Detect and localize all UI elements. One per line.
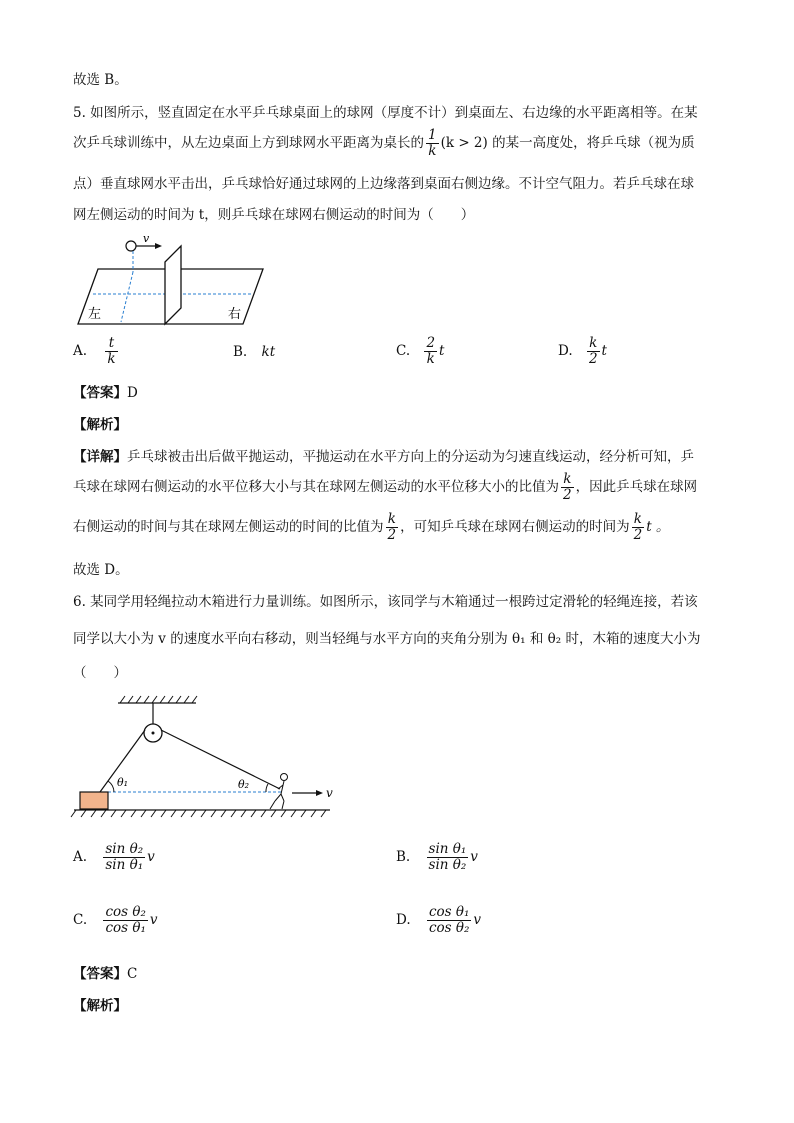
table-net: [165, 246, 181, 324]
q5-option-c[interactable]: [396, 336, 444, 367]
q5-option-a-label: A.: [73, 343, 88, 359]
q5-fraction-num: 1: [428, 127, 437, 143]
q6-option-b-den: sin θ₂: [428, 857, 467, 873]
q6-option-b-num: sin θ₁: [428, 841, 467, 857]
q5-analysis-label: 【解析】: [73, 417, 127, 433]
q6-option-c[interactable]: [73, 905, 158, 936]
q6-theta1-label: θ₁: [117, 776, 129, 789]
q6-option-d-frac: [427, 905, 471, 936]
q6-stem-line2: 同学以大小为 v 的速度水平向右移动，则当轻绳与水平方向的夹角分别为 θ₁ 和 θ₂ 时，木箱的速度大小为: [73, 631, 701, 647]
q6-option-a-num: sin θ₂: [105, 841, 144, 857]
q6-option-c-den: cos θ₁: [105, 920, 146, 936]
q6-option-c-suffix: v: [149, 912, 158, 928]
q5-fraction-den: k: [428, 143, 437, 159]
q5-table-figure: [73, 232, 273, 332]
q5-detail2b-text: ，因此乒乓球在球网: [575, 479, 698, 495]
q5-detail3-frac2: [632, 512, 645, 543]
q5-option-d-num: k: [587, 336, 600, 352]
ball-projection-line: [121, 272, 133, 322]
q6-option-a-frac: [103, 842, 145, 873]
q5-detail3c-text: t 。: [646, 519, 670, 535]
q5-stem-line1: 5. 如图所示，竖直固定在水平乒乓球桌面上的球网（厚度不计）到桌面左、右边缘的水平距离相等。在某: [73, 105, 698, 121]
person-body: [275, 781, 284, 801]
q6-option-d[interactable]: [396, 905, 481, 936]
q6-stem-line3: （ ）: [73, 665, 127, 681]
q5-conclusion: 故选 D。: [73, 562, 129, 578]
q6-velocity-arrow-head: [316, 790, 323, 796]
q5-right-label: 右: [228, 307, 242, 322]
q5-detail1-text: 乒乓球被击出后做平抛运动，平抛运动在水平方向上的分运动为匀速直线运动，经分析可知，乒: [127, 449, 694, 465]
q6-pulley-figure: [70, 690, 340, 820]
q6-theta2-label: θ₂: [238, 778, 250, 791]
q6-answer-tag: 【答案】: [73, 966, 127, 982]
q5-option-d-label: D.: [558, 343, 573, 359]
theta2-arc: [266, 784, 268, 792]
q5-option-c-label: C.: [396, 343, 411, 359]
q5-detail3-num2: k: [632, 512, 645, 528]
velocity-arrow-head: [155, 243, 162, 249]
q6-option-b-suffix: v: [470, 849, 478, 865]
q5-option-d-den: 2: [588, 351, 598, 367]
q5-detail2-frac: [561, 472, 574, 503]
q5-stem-line2: [73, 128, 695, 159]
q6-velocity-label: v: [326, 786, 333, 800]
q5-option-c-frac: [424, 336, 437, 367]
q5-fraction: [426, 128, 439, 159]
q6-option-a-label: A.: [73, 849, 88, 865]
q5-stem-line4: 网左侧运动的时间为 t，则乒乓球在球网右侧运动的时间为（ ）: [73, 207, 475, 223]
q5-detail3-den2: 2: [633, 527, 643, 543]
q5-answer: [73, 381, 138, 401]
q6-option-a-den: sin θ₁: [105, 857, 144, 873]
q6-option-c-label: C.: [73, 912, 88, 928]
q5-option-b-label: B.: [233, 344, 248, 360]
q5-analysis-tag: [73, 413, 127, 433]
q5-detail-line2: [73, 472, 697, 503]
q5-detail3b-text: ，可知乒乓球在球网右侧运动的时间为: [400, 519, 630, 535]
q6-option-d-label: D.: [396, 912, 411, 928]
q6-option-b[interactable]: [396, 842, 478, 873]
q5-option-c-num: 2: [426, 335, 436, 351]
q5-detail2a-text: 乓球在球网右侧运动的水平位移大小与其在球网左侧运动的水平位移大小的比值为: [73, 479, 559, 495]
q6-option-c-frac: [103, 905, 147, 936]
ceiling-hatch: [120, 696, 197, 703]
person-head: [281, 774, 288, 781]
q6-answer-value: C: [127, 966, 138, 982]
q5-option-c-suffix: t: [439, 343, 445, 359]
q6-option-a[interactable]: [73, 842, 155, 873]
q5-detail-line1: [73, 445, 694, 465]
q6-option-d-num: cos θ₁: [428, 904, 470, 920]
q5-option-d-suffix: t: [601, 343, 607, 359]
q5-detail-line3: [73, 512, 669, 543]
q5-option-a-den: k: [107, 351, 116, 367]
q6-analysis-tag: [73, 994, 127, 1014]
q5-detail2-num: k: [561, 472, 574, 488]
q5-detail3-den1: 2: [387, 527, 397, 543]
q5-option-a[interactable]: [73, 336, 120, 367]
q5-stem-line2b: (k > 2) 的某一高度处，将乒乓球（视为质: [440, 135, 695, 151]
pulley-axle: [152, 732, 155, 735]
q5-detail2-den: 2: [563, 487, 572, 503]
q5-detail3-frac1: [386, 512, 399, 543]
rope-right: [161, 730, 280, 789]
q5-answer-tag: 【答案】: [73, 385, 127, 401]
q6-option-b-frac: [427, 842, 469, 873]
q5-detail-tag: 【详解】: [73, 449, 127, 465]
q5-option-b-text: kt: [261, 344, 276, 360]
person-legs: [270, 801, 284, 809]
q5-option-d-frac: [587, 336, 600, 367]
q6-option-b-label: B.: [396, 849, 411, 865]
q6-analysis-label: 【解析】: [73, 998, 127, 1014]
q5-stem-line3: 点）垂直球网水平击出，乒乓球恰好通过球网的上边缘落到桌面右侧边缘。不计空气阻力。若乒乓球在球: [73, 176, 694, 192]
q6-option-d-den: cos θ₂: [428, 920, 470, 936]
q5-left-label: 左: [88, 307, 102, 322]
theta1-arc: [108, 781, 114, 792]
q6-option-a-suffix: v: [147, 849, 155, 865]
q5-velocity-label: v: [143, 232, 150, 245]
q5-option-b[interactable]: [233, 344, 275, 360]
q5-option-c-den: k: [426, 351, 435, 367]
q5-option-a-frac: [105, 336, 117, 367]
q5-detail3-num1: k: [386, 512, 399, 528]
q6-answer: [73, 962, 137, 982]
q5-stem-line2a: 次乒乓球训练中，从左边桌面上方到球网水平距离为桌长的: [73, 135, 424, 151]
q6-option-c-num: cos θ₂: [105, 904, 146, 920]
q6-option-d-suffix: v: [473, 912, 482, 928]
ping-pong-ball: [126, 241, 136, 251]
ground-hatch: [71, 810, 326, 817]
q5-option-a-num: t: [105, 336, 117, 352]
q6-stem-line1: 6. 某同学用轻绳拉动木箱进行力量训练。如图所示，该同学与木箱通过一根跨过定滑轮的轻绳连接，若该: [73, 594, 698, 610]
q5-option-d[interactable]: [558, 336, 607, 367]
q4-conclusion: 故选 B。: [73, 72, 128, 88]
q5-detail3a-text: 右侧运动的时间与其在球网左侧运动的时间的比值为: [73, 519, 384, 535]
wooden-box: [80, 792, 108, 809]
q5-answer-value: D: [127, 385, 138, 401]
